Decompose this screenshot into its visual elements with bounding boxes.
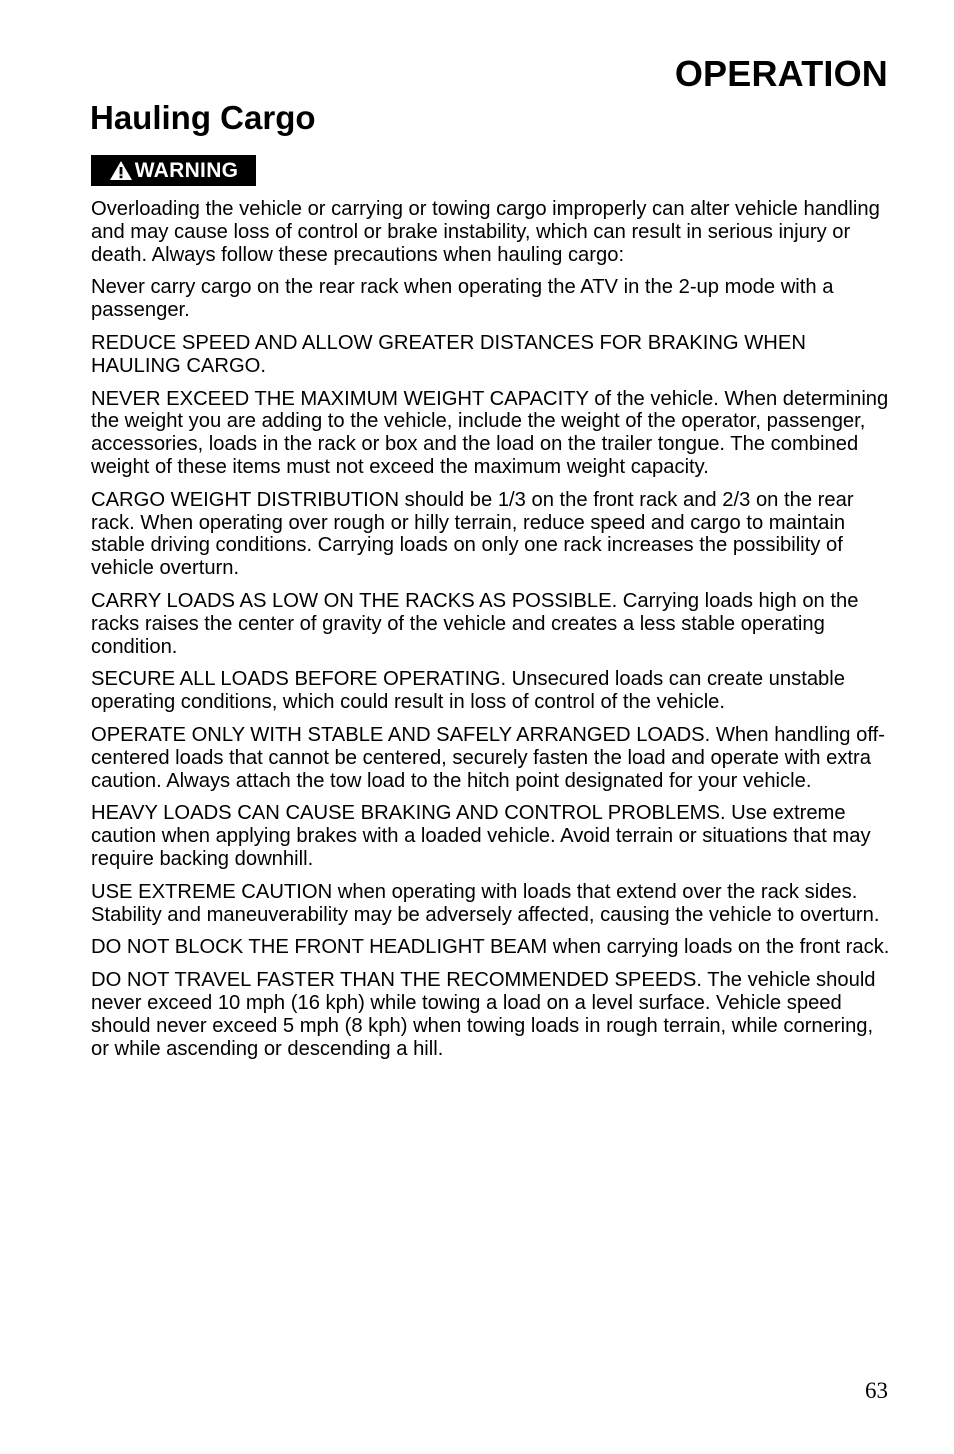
warning-label: WARNING	[134, 159, 239, 182]
paragraph-reduce-speed: REDUCE SPEED AND ALLOW GREATER DISTANCES FOR BRAKING WHEN HAULING CARGO.	[91, 331, 806, 377]
paragraph-stable-loads: OPERATE ONLY WITH STABLE AND SAFELY ARRANGED LOADS. When handling off-centered loads that cannot be centered, securely fasten the load and operate with extra caution. Always attach the tow load to the hitch point designated for your vehicle.	[91, 723, 885, 792]
page-number: 63	[865, 1378, 888, 1403]
page-title: Hauling Cargo	[90, 99, 316, 136]
section-header: OPERATION	[674, 53, 888, 94]
paragraph-max-weight: NEVER EXCEED THE MAXIMUM WEIGHT CAPACITY of the vehicle. When determining the weight you are adding to the vehicle, include the weight of the operator, passenger, accessories, loads in the rack or box and the load on the trailer tongue. The combined weight of these items must not exceed the maximum weight capacity.	[91, 387, 889, 478]
warning-triangle-icon	[109, 160, 133, 181]
paragraph-rear-rack-2up: Never carry cargo on the rear rack when operating the ATV in the 2-up mode with a passenger.	[91, 276, 834, 322]
paragraph-speeds: DO NOT TRAVEL FASTER THAN THE RECOMMENDED SPEEDS. The vehicle should never exceed 10 mph (16 kph) while towing a load on a level surface. Vehicle speed should never exceed 5 mph (8 kph) when towing loads in rough terrain, while cornering, or while ascending or descending a hill.	[91, 969, 876, 1060]
paragraph-intro: Overloading the vehicle or carrying or towing cargo improperly can alter vehicle handling and may cause loss of control or brake instability, which can result in serious injury or death. Always follow these precautions when hauling cargo:	[91, 198, 880, 266]
paragraph-secure-loads: SECURE ALL LOADS BEFORE OPERATING. Unsecured loads can create unstable operating conditions, which could result in loss of control of the vehicle.	[91, 668, 845, 714]
paragraph-weight-distribution: CARGO WEIGHT DISTRIBUTION should be 1/3 on the front rack and 2/3 on the rear rack. When operating over rough or hilly terrain, reduce speed and cargo to maintain stable driving conditions. Carrying loads on only one rack increases the possibility of vehicle overturn.	[91, 488, 854, 580]
paragraph-headlight: DO NOT BLOCK THE FRONT HEADLIGHT BEAM when carrying loads on the front rack.	[91, 936, 890, 959]
warning-body	[91, 198, 893, 1070]
paragraph-carry-low: CARRY LOADS AS LOW ON THE RACKS AS POSSIBLE. Carrying loads high on the racks raises the center of gravity of the vehicle and creates a less stable operating condition.	[91, 589, 859, 658]
paragraph-heavy-loads: HEAVY LOADS CAN CAUSE BRAKING AND CONTROL PROBLEMS. Use extreme caution when applying brakes with a loaded vehicle. Avoid terrain or situations that may require backing downhill.	[91, 802, 871, 870]
paragraph-extreme-caution: USE EXTREME CAUTION when operating with loads that extend over the rack sides. Stability and maneuverability may be adversely affected, causing the vehicle to overturn.	[91, 880, 880, 926]
warning-badge	[91, 155, 256, 186]
